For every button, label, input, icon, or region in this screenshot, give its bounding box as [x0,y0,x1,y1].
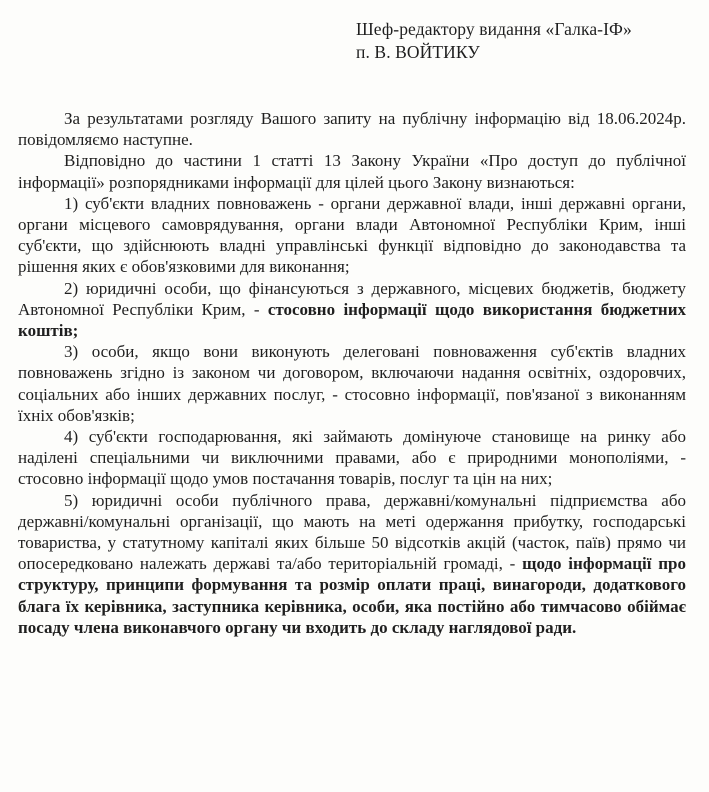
list-item-2-emphasis: стосовно інформації щодо використання бюджетних коштів; [18,299,687,341]
list-item-4: 4) суб'єкти господарювання, які займають домінуюче становище на ринку або наділені спеціальними чи виключними правами, або є природними монополіями, - стосовно інформації щодо умов постачання товарів, послуг та цін на них; [18,427,686,489]
list-item-5 [18,490,686,638]
list-item-3: 3) особи, якщо вони виконують делеговані повноваження суб'єктів владних повноважень згідно із законом чи договором, включаючи надання освітніх, оздоровчих, соціальних або інших державних послуг, - стосовно інформації, пов'язаної з виконанням їхніх обов'язків; [18,342,686,425]
addressee-name: п. В. ВОЙТИКУ [356,42,480,62]
law-paragraph: Відповідно до частини 1 статті 13 Закону України «Про доступ до публічної інформації» розпорядниками інформації для цілей цього Закону визнаються: [18,151,686,192]
list-item-2-text: 2) юридичні особи, що фінансуються з державного, місцевих бюджетів, бюджету Автономної Республіки Крим, - [18,278,686,319]
list-item-2 [18,278,686,342]
letter-body [18,108,686,638]
list-item-1: 1) суб'єкти владних повноважень - органи державної влади, інші державні органи, органи місцевого самоврядування, органи влади Автономної Республіки Крим, інші суб'єкти, що здійснюють владні управлінські функції відповідно до законодавства та рішення яких є обов'язковими для виконання; [18,193,686,277]
addressee-title: Шеф-редактору видання «Галка-ІФ» [356,19,632,39]
list-item-5-emphasis: щодо інформації про структуру, принципи формування та розмір оплати праці, винагороди, додаткового блага їх керівника, заступника керівника, особи, яка постійно або тимчасово обіймає посаду члена виконавчого органу чи входить до складу наглядової ради. [18,554,686,637]
addressee-block [356,18,632,64]
intro-paragraph: За результатами розгляду Вашого запиту на публічну інформацію від 18.06.2024р. повідомляємо наступне. [18,109,686,150]
list-item-5-text: 5) юридичні особи публічного права, державні/комунальні підприємства або державні/комунальні організації, що мають на меті одержання прибутку, господарські товариства, у статутному капіталі яких більше 50 відсотків акцій (часток, паїв) прямо чи опосередковано належать державі та/або територіальній громаді, - [18,490,686,574]
